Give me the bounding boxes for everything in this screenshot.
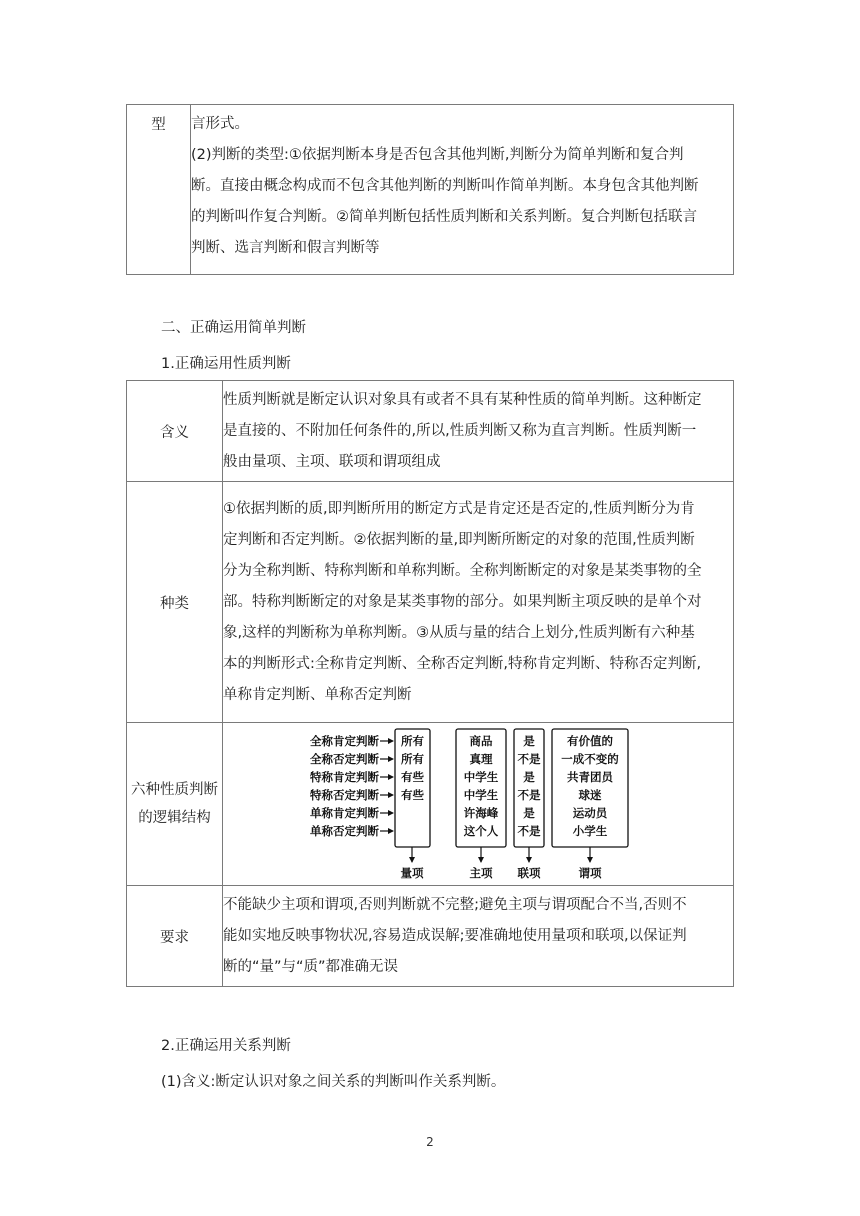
judgment-type-label: 单称肯定判断 xyxy=(310,806,379,820)
subject-text: 商品 xyxy=(469,734,493,748)
subject-text: 真理 xyxy=(469,752,493,766)
content-line: 单称肯定判断、单称否定判断 xyxy=(223,686,412,703)
table-row xyxy=(127,482,734,723)
subject-text: 许海峰 xyxy=(463,806,499,820)
row-label-cell xyxy=(127,482,223,723)
property-judgment-table xyxy=(126,380,734,987)
copula-text: 是 xyxy=(523,734,535,748)
quantifier-text: 有些 xyxy=(401,770,424,784)
judgment-type-label: 全称否定判断 xyxy=(310,752,379,766)
row-label-structure-line1: 六种性质判断 xyxy=(131,782,218,798)
content-line: 象,这样的判断称为单称判断。③从质与量的结合上划分,性质判断有六种基 xyxy=(223,624,695,641)
content-line: 部。特称判断断定的对象是某类事物的部分。如果判断主项反映的是单个对 xyxy=(223,593,702,610)
type-line: (2)判断的类型:①依据判断本身是否包含其他判断,判断分为简单判断和复合判 xyxy=(191,147,684,163)
component-label: 主项 xyxy=(469,866,493,880)
content-line: 断的“量”与“质”都准确无误 xyxy=(223,958,399,975)
subject-text: 中学生 xyxy=(463,770,499,784)
judgment-type-label: 特称肯定判断 xyxy=(310,770,379,784)
component-label: 谓项 xyxy=(578,866,602,880)
judgment-type-label: 单称否定判断 xyxy=(310,824,379,838)
component-label: 联项 xyxy=(517,866,541,880)
component-label: 量项 xyxy=(400,866,424,880)
table-row xyxy=(127,381,734,482)
row-content-cell xyxy=(223,482,734,723)
content-line: 本的判断形式:全称肯定判断、全称否定判断,特称肯定判断、特称否定判断, xyxy=(223,655,702,672)
row-content-cell xyxy=(223,886,734,987)
quantifier-text: 所有 xyxy=(401,734,424,748)
content-line: ①依据判断的质,即判断所用的断定方式是肯定还是否定的,性质判断分为肯 xyxy=(223,500,695,517)
predicate-text: 一成不变的 xyxy=(561,752,619,766)
table-row xyxy=(127,886,734,987)
predicate-text: 共青团员 xyxy=(567,770,613,784)
copula-text: 是 xyxy=(523,806,535,820)
subheading-relation-judgment: 2.正确运用关系判断 xyxy=(161,1038,291,1054)
predicate-text: 有价值的 xyxy=(567,734,613,748)
copula-text: 是 xyxy=(523,770,535,784)
content-line: 定判断和否定判断。②依据判断的量,即判断所断定的对象的范围,性质判断 xyxy=(223,531,695,548)
row-label-cell xyxy=(127,381,223,482)
copula-text: 不是 xyxy=(517,752,541,766)
content-line: 能如实地反映事物状况,容易造成误解;要准确地使用量项和联项,以保证判 xyxy=(223,927,687,944)
diagram-cell xyxy=(223,723,734,886)
quantifier-text: 所有 xyxy=(401,752,424,766)
subheading-property-judgment: 1.正确运用性质判断 xyxy=(161,356,291,372)
table-row xyxy=(127,723,734,886)
row-label-cell xyxy=(127,723,223,886)
type-line: 判断、选言判断和假言判断等 xyxy=(191,240,380,256)
type-label-cell xyxy=(127,105,191,275)
relation-definition: (1)含义:断定认识对象之间关系的判断叫作关系判断。 xyxy=(161,1074,506,1090)
type-label: 型 xyxy=(151,117,166,133)
content-line: 性质判断就是断定认识对象具有或者不具有某种性质的简单判断。这种断定 xyxy=(223,391,702,408)
row-label-kinds: 种类 xyxy=(160,595,189,612)
content-line: 般由量项、主项、联项和谓项组成 xyxy=(223,453,441,470)
type-line: 断。直接由概念构成而不包含其他判断的判断叫作简单判断。本身包含其他判断 xyxy=(191,178,699,194)
content-line: 分为全称判断、特称判断和单称判断。全称判断断定的对象是某类事物的全 xyxy=(223,562,702,579)
type-content-cell xyxy=(191,105,734,275)
subject-text: 中学生 xyxy=(463,788,499,802)
content-line: 不能缺少主项和谓项,否则判断就不完整;避免主项与谓项配合不当,否则不 xyxy=(223,896,687,913)
row-label-meaning: 含义 xyxy=(160,424,189,441)
page-number: 2 xyxy=(426,1135,434,1149)
row-label-requirements: 要求 xyxy=(160,929,189,946)
content-line: 是直接的、不附加任何条件的,所以,性质判断又称为直言判断。性质判断一 xyxy=(223,422,697,439)
type-line: 的判断叫作复合判断。②简单判断包括性质判断和关系判断。复合判断包括联言 xyxy=(191,209,697,225)
type-line: 言形式。 xyxy=(191,116,249,132)
copula-text: 不是 xyxy=(517,788,541,802)
predicate-text: 运动员 xyxy=(572,806,608,820)
judgment-type-label: 特称否定判断 xyxy=(310,788,379,802)
predicate-text: 小学生 xyxy=(572,824,608,838)
section-heading: 二、正确运用简单判断 xyxy=(161,320,306,336)
row-label-structure-line2: 的逻辑结构 xyxy=(138,810,211,826)
row-label-cell xyxy=(127,886,223,987)
type-table xyxy=(126,104,734,275)
copula-text: 不是 xyxy=(517,824,541,838)
quantifier-text: 有些 xyxy=(401,788,424,802)
logic-structure-diagram xyxy=(223,723,733,885)
row-content-cell xyxy=(223,381,734,482)
judgment-type-label: 全称肯定判断 xyxy=(310,734,379,748)
predicate-text: 球迷 xyxy=(578,788,602,802)
subject-text: 这个人 xyxy=(463,824,499,838)
